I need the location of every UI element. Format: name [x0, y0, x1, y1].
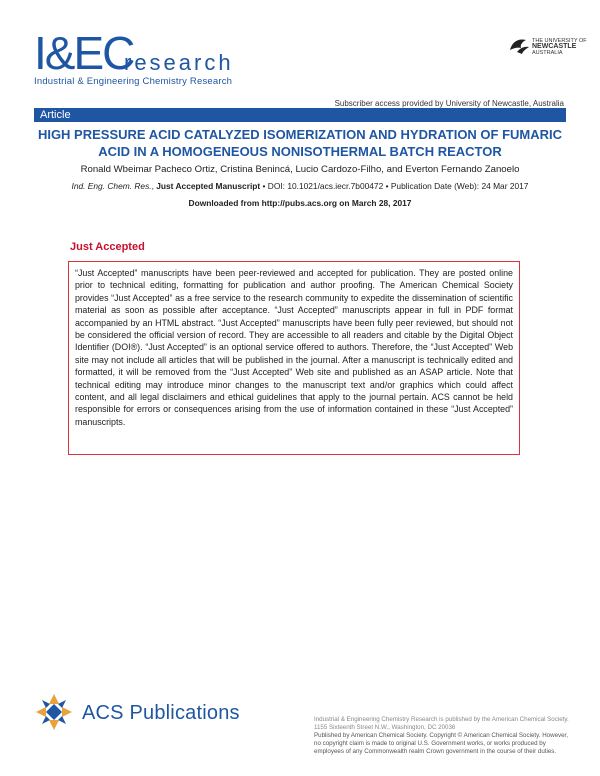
university-name: THE UNIVERSITY OF NEWCASTLE AUSTRALIA: [532, 38, 587, 56]
just-accepted-text: “Just Accepted” manuscripts have been peer-reviewed and accepted for publication. They are posted online prior to technical editing, formatting for publication and author proofing. The American Chemical Society provides “Just Accepted” as a free service to the research community to expedite the dissemination of scientific material as soon as possible after acceptance. “Just Accepted” manuscripts appear in full in PDF format accompanied by an HTML abstract. “Just Accepted” manuscripts have been fully peer reviewed, but should not be considered the official version of record. They are accessible to all readers and citable by the Digital Object Identifier (DOI®). “Just Accepted” is an optional service offered to authors. Therefore, the “Just Accepted” Web site may not include all articles that will be published in the journal. After a manuscript is technically edited and formatted, it will be removed from the “Just Accepted” Web site and published as an ASAP article. Note that technical editing may introduce minor changes to the manuscript text and/or graphics which could affect content, and all legal disclaimers and ethical guidelines that apply to the journal pertain. ACS cannot be held responsible for errors or consequences arising from the use of information contained in these “Just Accepted” manuscripts.: [75, 268, 513, 427]
download-note: Downloaded from http://pubs.acs.org on March 28, 2017: [188, 198, 412, 208]
just-accepted-heading: Just Accepted: [70, 241, 145, 253]
footer-line-1: Industrial & Engineering Chemistry Research is published by the American Chemical Society. 1155 Sixteenth Street N.W., Washington, DC 20036: [314, 716, 569, 731]
footer-line-2: Published by American Chemical Society. Copyright © American Chemical Society. However, no copyright claim is made to original U.S. Government works, or works produced by employees of any Commonwealth realm Crown government in the course of their duties.: [314, 732, 568, 755]
section-bar: [34, 108, 566, 122]
article-title: HIGH PRESSURE ACID CATALYZED ISOMERIZATION AND HYDRATION OF FUMARIC ACID IN A HOMOGENEOUS NONISOTHERMAL BATCH REACTOR: [37, 127, 563, 159]
doi-and-date[interactable]: • DOI: 10.1021/acs.iecr.7b00472 • Publication Date (Web): 24 Mar 2017: [262, 181, 529, 191]
journal-logo-word: research: [124, 50, 234, 75]
manuscript-status: Just Accepted Manuscript: [156, 181, 261, 191]
article-citation: Ind. Eng. Chem. Res., Just Accepted Manuscript • DOI: 10.1021/acs.iecr.7b00472 • Publication Date (Web): 24 Mar 2017: [71, 181, 529, 191]
journal-abbrev: Ind. Eng. Chem. Res.: [71, 181, 152, 191]
acs-logo-icon: [34, 692, 74, 732]
article-authors: Ronald Wbeimar Pacheco Ortiz, Cristina Benincá, Lucio Cardozo-Filho, and Everton Fernando Zanoelo: [80, 164, 520, 175]
publisher-footer: [314, 716, 570, 756]
access-note: Subscriber access provided by University of Newcastle, Australia: [334, 99, 564, 108]
journal-subtitle: Industrial & Engineering Chemistry Research: [34, 76, 233, 87]
section-label: Article: [40, 109, 71, 121]
journal-logo: I&EC: [34, 27, 134, 79]
publisher-name: ACS Publications: [82, 702, 240, 724]
just-accepted-notice: [68, 261, 520, 455]
